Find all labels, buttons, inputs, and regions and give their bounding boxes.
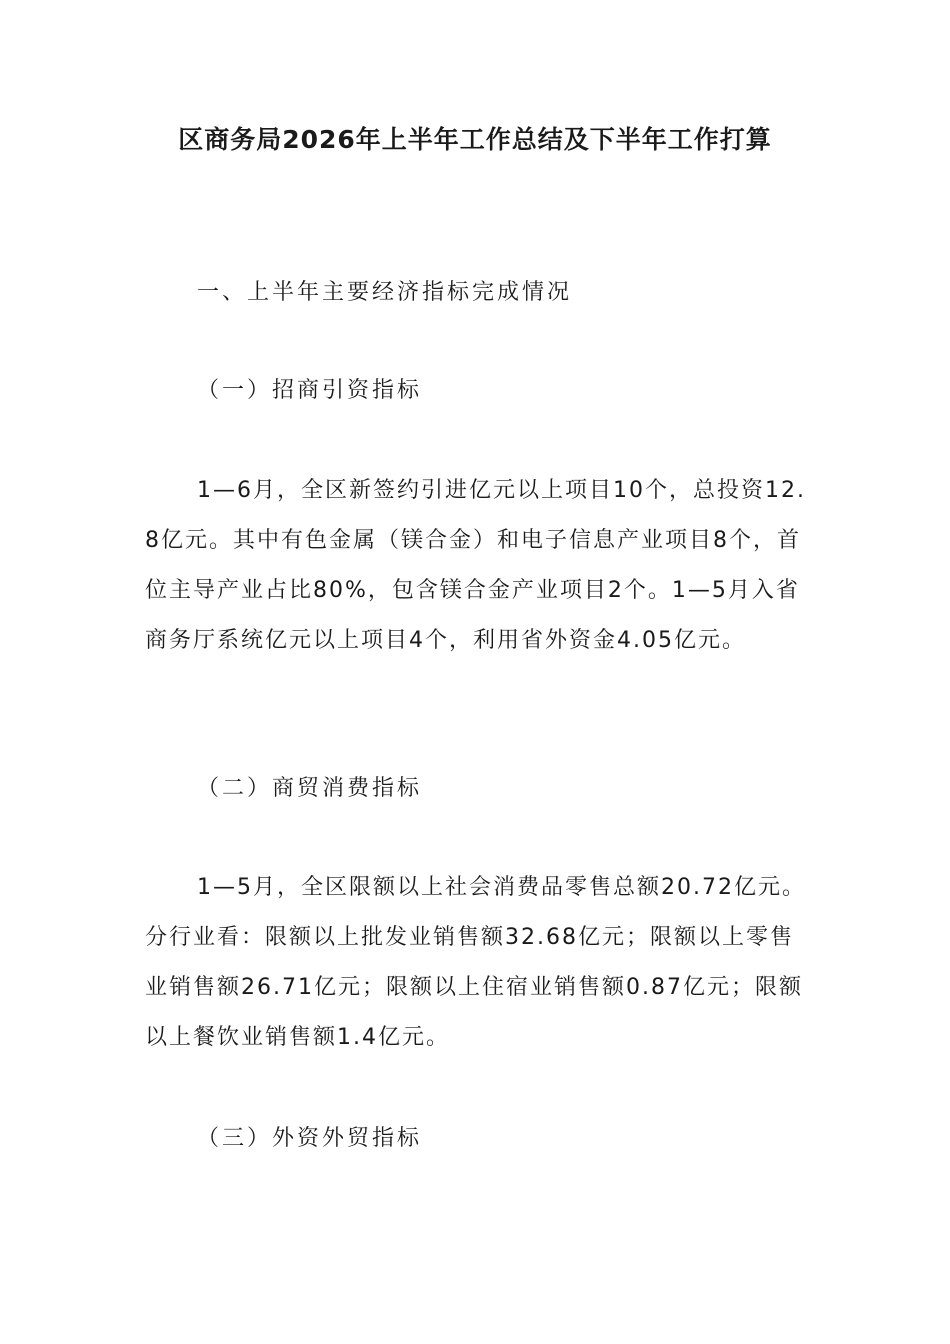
document-title: 区商务局2026年上半年工作总结及下半年工作打算 (178, 125, 772, 154)
section-heading-1: 一、上半年主要经济指标完成情况 (197, 280, 573, 305)
subsection-heading-investment: （一）招商引资指标 (197, 378, 423, 403)
subsection-heading-foreign-trade: （三）外资外贸指标 (197, 1126, 423, 1151)
paragraph-consumption: 1—5月，全区限额以上社会消费品零售总额20.72亿元。分行业看：限额以上批发业销售额32.68亿元；限额以上零售业销售额26.71亿元；限额以上住宿业销售额0.87亿元；限额以上餐饮业销售额1.4亿元。 (145, 875, 806, 1050)
subsection-heading-consumption: （二）商贸消费指标 (197, 776, 423, 801)
paragraph-investment: 1—6月，全区新签约引进亿元以上项目10个，总投资12.8亿元。其中有色金属（镁合金）和电子信息产业项目8个，首位主导产业占比80%，包含镁合金产业项目2个。1—5月入省商务厅系统亿元以上项目4个，利用省外资金4.05亿元。 (145, 478, 806, 653)
